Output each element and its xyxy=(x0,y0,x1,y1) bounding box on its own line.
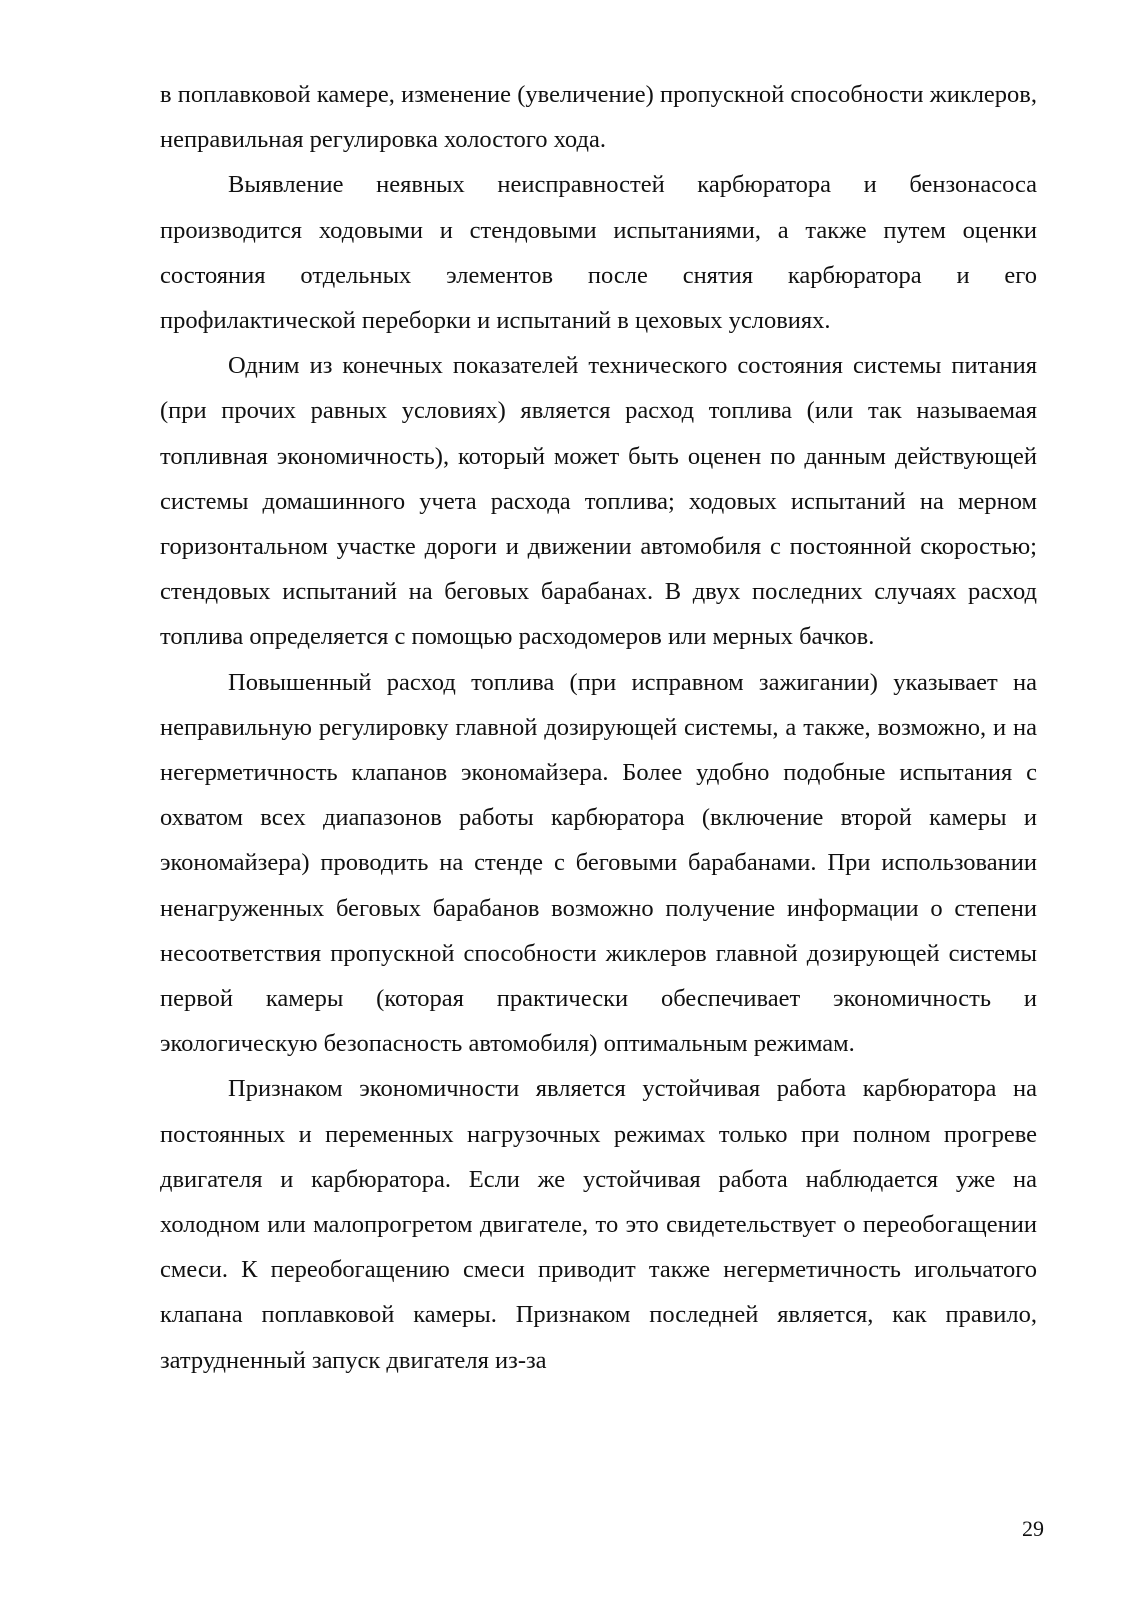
body-text xyxy=(160,72,1037,1383)
paragraph-3: Одним из конечных показателей технического состояния системы питания (при прочих равных условиях) является расход топлива (или так называемая топливная экономичность), который может быть оценен по данным действующей системы домашинного учета расхода топлива; ходовых испытаний на мерном горизонтальном участке дороги и движении автомобиля с постоянной скоростью; стендовых испытаний на беговых барабанах. В двух последних случаях расход топлива определяется с помощью расходомеров или мерных бачков. xyxy=(160,352,1037,651)
page-number: 29 xyxy=(1022,1516,1044,1541)
paragraph-1: в поплавковой камере, изменение (увеличение) пропускной способности жиклеров, неправильная регулировка холостого хода. xyxy=(160,81,1037,154)
paragraph-4: Повышенный расход топлива (при исправном зажигании) указывает на неправильную регулировку главной дозирующей системы, а также, возможно, и на негерметичность клапанов экономайзера. Более удобно подобные испытания с охватом всех диапазонов работы карбюратора (включение второй камеры и экономайзера) проводить на стенде с беговыми барабанами. При использовании ненагруженных беговых барабанов возможно получение информации о степени несоответствия пропускной способности жиклеров главной дозирующей системы первой камеры (которая практически обеспечивает экономичность и экологическую безопасность автомобиля) оптимальным режимам. xyxy=(160,668,1037,1058)
paragraph-2: Выявление неявных неисправностей карбюратора и бензонасоса производится ходовыми и стендовыми испытаниями, а также путем оценки состояния отдельных элементов после снятия карбюратора и его профилактической переборки и испытаний в цеховых условиях. xyxy=(160,171,1037,335)
paragraph-5: Признаком экономичности является устойчивая работа карбюратора на постоянных и переменных нагрузочных режимах только при полном прогреве двигателя и карбюратора. Если же устойчивая работа наблюдается уже на холодном или малопрогретом двигателе, то это свидетельствует о переобогащении смеси. К переобогащению смеси приводит также негерметичность игольчатого клапана поплавковой камеры. Признаком последней является, как правило, затрудненный запуск двигателя из-за xyxy=(160,1075,1037,1374)
